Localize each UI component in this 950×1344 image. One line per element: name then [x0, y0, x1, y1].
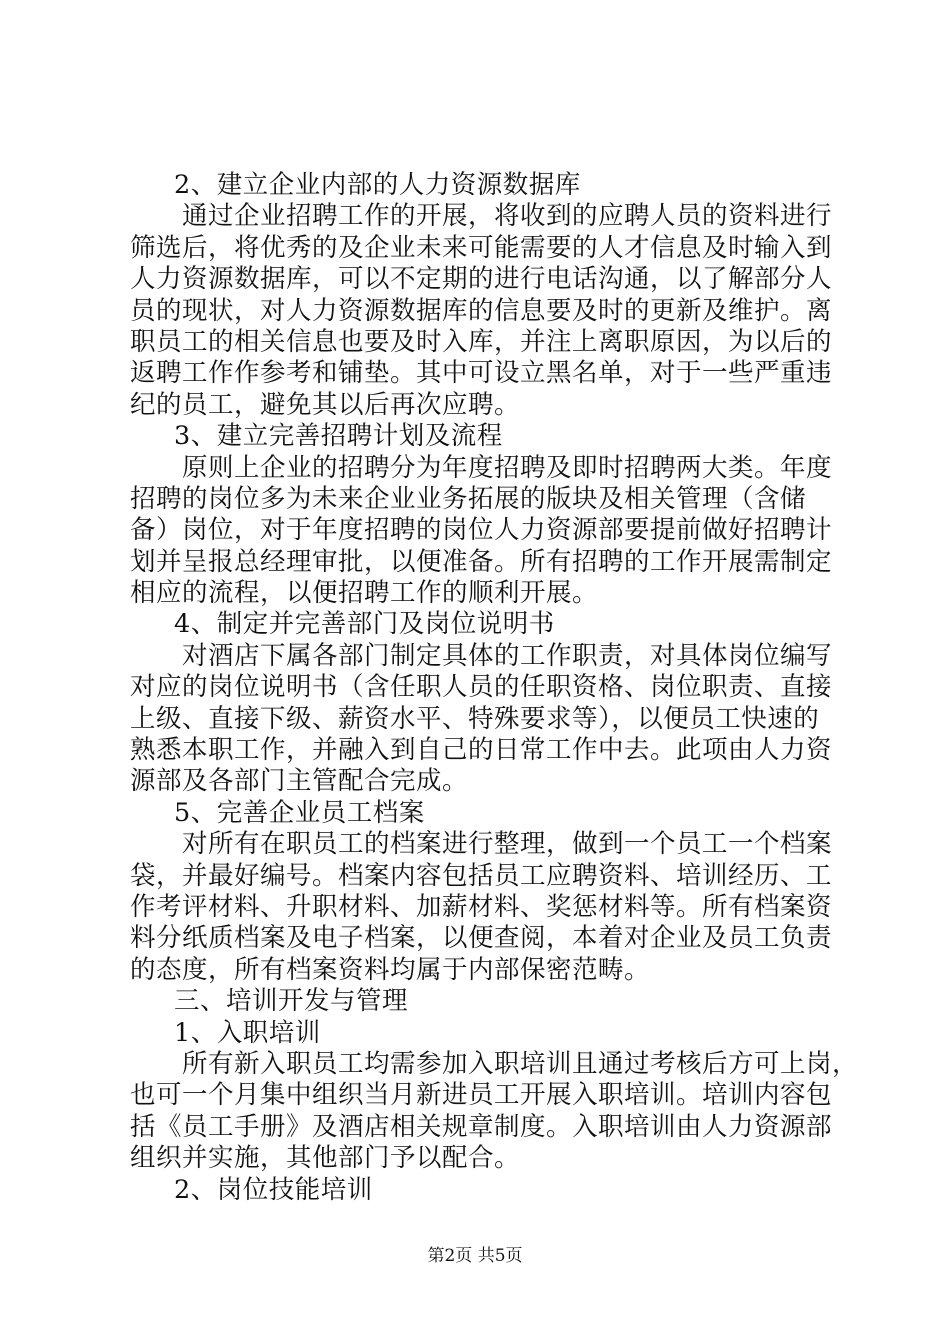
paragraph-line: 原则上企业的招聘分为年度招聘及即时招聘两大类。年度 — [182, 452, 833, 483]
paragraph-line: 相应的流程，以便招聘工作的顺利开展。 — [130, 578, 599, 609]
paragraph-line: 熟悉本职工作，并融入到自己的日常工作中去。此项由人力资 — [130, 735, 833, 766]
paragraph-line: 括《员工手册》及酒店相关规章制度。入职培训由人力资源部 — [130, 1111, 833, 1142]
section-heading: 1、入职培训 — [174, 1017, 321, 1048]
section-heading: 5、完善企业员工档案 — [174, 797, 425, 828]
paragraph-line: 袋，并最好编号。档案内容包括员工应聘资料、培训经历、工 — [130, 860, 833, 891]
paragraph-line: 上级、直接下级、薪资水平、特殊要求等），以便员工快速的 — [130, 703, 820, 734]
paragraph-line: 纪的员工，避免其以后再次应聘。 — [130, 389, 521, 420]
section-heading: 3、建立完善招聘计划及流程 — [174, 421, 503, 452]
section-heading: 2、岗位技能培训 — [174, 1174, 373, 1205]
paragraph-line: 组织并实施，其他部门予以配合。 — [130, 1143, 521, 1174]
paragraph-line: 源部及各部门主管配合完成。 — [130, 766, 469, 797]
section-heading: 2、建立企业内部的人力资源数据库 — [174, 170, 581, 200]
paragraph-line: 对所有在职员工的档案进行整理，做到一个员工一个档案 — [182, 829, 833, 860]
document-body — [130, 170, 859, 1206]
paragraph-line: 对应的岗位说明书（含任职人员的任职资格、岗位职责、直接 — [130, 672, 833, 703]
paragraph-line: 划并呈报总经理审批，以便准备。所有招聘的工作开展需制定 — [130, 546, 833, 577]
paragraph-line: 也可一个月集中组织当月新进员工开展入职培训。培训内容包 — [130, 1080, 833, 1111]
page-number-footer: 第2页 共5页 — [427, 1246, 523, 1266]
paragraph-line: 筛选后，将优秀的及企业未来可能需要的人才信息及时输入到 — [130, 232, 833, 263]
paragraph-line: 通过企业招聘工作的开展，将收到的应聘人员的资料进行 — [182, 201, 833, 232]
paragraph-line: 人力资源数据库，可以不定期的进行电话沟通，以了解部分人 — [130, 264, 833, 295]
paragraph-line: 所有新入职员工均需参加入职培训且通过考核后方可上岗， — [182, 1048, 859, 1079]
section-heading: 4、制定并完善部门及岗位说明书 — [174, 609, 555, 640]
paragraph-line: 返聘工作作参考和铺垫。其中可设立黑名单，对于一些严重违 — [130, 358, 833, 389]
paragraph-line: 招聘的岗位多为未来企业业务拓展的版块及相关管理（含储 — [130, 483, 807, 514]
paragraph-line: 备）岗位，对于年度招聘的岗位人力资源部要提前做好招聘计 — [130, 515, 833, 546]
paragraph-line: 对酒店下属各部门制定具体的工作职责，对具体岗位编写 — [182, 640, 833, 671]
paragraph-line: 职员工的相关信息也要及时入库，并注上离职原因，为以后的 — [130, 326, 833, 357]
paragraph-line: 作考评材料、升职材料、加薪材料、奖惩材料等。所有档案资 — [130, 891, 833, 922]
section-heading: 三、培训开发与管理 — [174, 986, 409, 1017]
paragraph-line: 料分纸质档案及电子档案，以便查阅，本着对企业及员工负责 — [130, 923, 833, 954]
paragraph-line: 的态度，所有档案资料均属于内部保密范畴。 — [130, 954, 651, 985]
paragraph-line: 员的现状，对人力资源数据库的信息要及时的更新及维护。离 — [130, 295, 833, 326]
